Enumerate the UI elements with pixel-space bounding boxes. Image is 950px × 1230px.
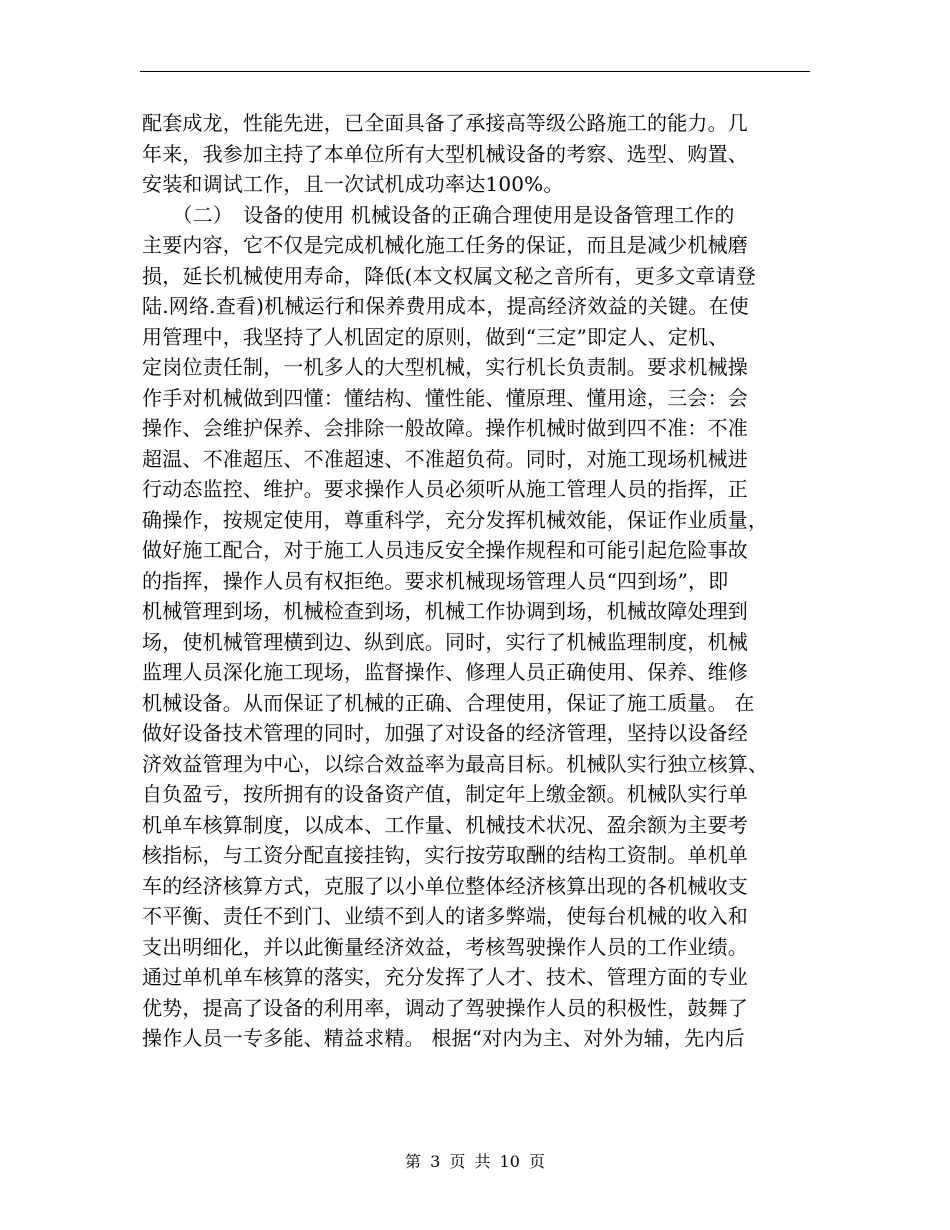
page-footer: 第 3 页 共 10 页 [405, 1152, 545, 1171]
text-line: （二） 设备的使用 机械设备的正确合理使用是设备管理工作的 [142, 202, 735, 227]
text-line: 通过单机单车核算的落实，充分发挥了人才、技术、管理方面的专业 [142, 965, 748, 989]
text-line: 做好设备技术管理的同时，加强了对设备的经济管理，坚持以设备经 [142, 721, 748, 745]
text-line: 操作、会维护保养、会排除一般故障。操作机械时做到四不准：不准 [142, 416, 748, 440]
text-line: 年来，我参加主持了本单位所有大型机械设备的考察、选型、购置、 [142, 141, 748, 166]
text-line: 损，延长机械使用寿命，降低(本文权属文秘之音所有，更多文章请登 [142, 263, 757, 288]
text-line: 车的经济核算方式，克服了以小单位整体经济核算出现的各机械收支 [142, 873, 748, 898]
text-line: 行动态监控、维护。要求操作人员必须听从施工管理人员的指挥，正 [142, 477, 748, 501]
text-line: 陆.网络.查看)机械运行和保养费用成本，提高经济效益的关键。在使 [142, 294, 749, 318]
text-line: 济效益管理为中心，以综合效益率为最高目标。机械队实行独立核算、 [142, 751, 769, 776]
text-line: 的指挥，操作人员有权拒绝。要求机械现场管理人员“四到场”，即 [142, 568, 729, 593]
text-line: 主要内容，它不仅是完成机械化施工任务的保证，而且是减少机械磨 [142, 233, 748, 257]
text-line: 机械设备。从而保证了机械的正确、合理使用，保证了施工质量。 在 [142, 690, 755, 715]
text-line: 安装和调试工作，且一次试机成功率达100%。 [142, 172, 564, 196]
text-line: 优势，提高了设备的利用率，调动了驾驶操作人员的积极性，鼓舞了 [142, 995, 748, 1020]
text-line: 确操作，按规定使用，尊重科学，充分发挥机械效能，保证作业质量， [142, 507, 769, 532]
text-line: 机单车核算制度，以成本、工作量、机械技术状况、盈余额为主要考 [142, 812, 748, 837]
text-line: 定岗位责任制，一机多人的大型机械，实行机长负责制。要求机械操 [142, 355, 748, 379]
text-line: 核指标，与工资分配直接挂钩，实行按劳取酬的结构工资制。单机单 [142, 843, 748, 867]
text-line: 机械管理到场，机械检查到场，机械工作协调到场，机械故障处理到 [142, 599, 748, 623]
body-text [142, 108, 802, 1054]
text-line: 作手对机械做到四懂：懂结构、懂性能、懂原理、懂用途，三会：会 [142, 385, 748, 410]
text-line: 支出明细化，并以此衡量经济效益，考核驾驶操作人员的工作业绩。 [142, 934, 748, 959]
header-rule [140, 71, 810, 72]
text-line: 场，使机械管理横到边、纵到底。同时，实行了机械监理制度，机械 [142, 629, 748, 654]
text-line: 配套成龙，性能先进，已全面具备了承接高等级公路施工的能力。几 [142, 111, 748, 135]
text-line: 用管理中，我坚持了人机固定的原则，做到“三定”即定人、定机、 [142, 324, 729, 349]
text-line: 自负盈亏，按所拥有的设备资产值，制定年上缴金额。机械队实行单 [142, 782, 748, 806]
text-line: 做好施工配合，对于施工人员违反安全操作规程和可能引起危险事故 [142, 538, 748, 562]
text-line: 不平衡、责任不到门、业绩不到人的诸多弊端，使每台机械的收入和 [142, 904, 748, 928]
text-line: 超温、不准超压、不准超速、不准超负荷。同时，对施工现场机械进 [142, 446, 748, 471]
text-line: 操作人员一专多能、精益求精。 根据“对内为主、对外为辅，先内后 [142, 1026, 745, 1050]
text-line: 监理人员深化施工现场，监督操作、修理人员正确使用、保养、维修 [142, 660, 748, 684]
